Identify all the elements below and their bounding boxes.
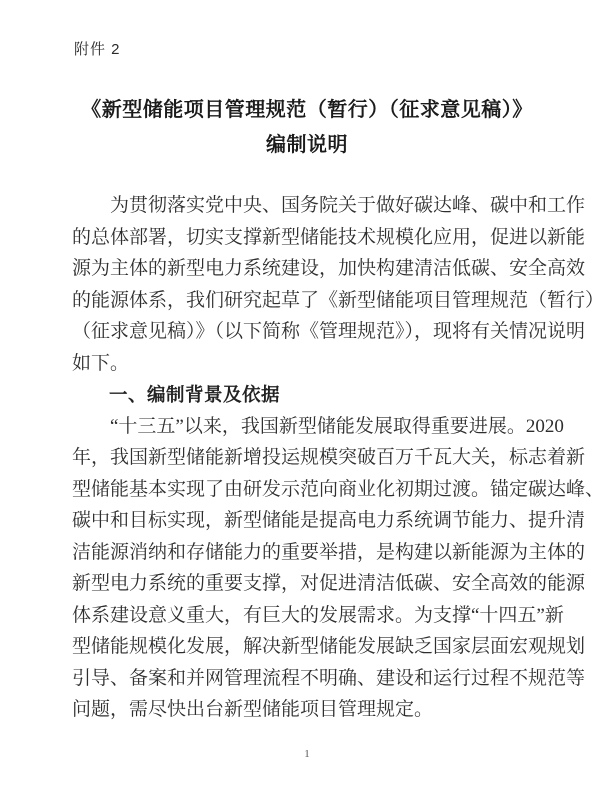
- section-paragraph: [72, 411, 605, 726]
- text-line: 碳中和目标实现，新型储能是提高电力系统调节能力、提升清: [72, 510, 586, 531]
- section-heading: 一、编制背景及依据: [109, 384, 281, 405]
- text-line: 如下。: [72, 352, 130, 374]
- text-line: 的总体部署，切实支撑新型储能技术规模化应用，促进以新能: [72, 226, 586, 248]
- title-line-1: 《新型储能项目管理规范（暂行）（征求意见稿）》: [81, 99, 533, 121]
- text-line: “十三五”以来，我国新型储能发展取得重要进展。2020: [110, 415, 564, 437]
- text-line: 为贯彻落实党中央、国务院关于做好碳达峰、碳中和工作: [110, 195, 586, 216]
- text-line: 洁能源消纳和存储能力的重要举措，是构建以新能源为主体的: [72, 541, 586, 563]
- text-line: 源为主体的新型电力系统建设，加快构建清洁低碳、安全高效: [72, 258, 586, 279]
- document-body: [72, 190, 605, 726]
- document-title: [0, 93, 614, 163]
- text-line: 体系建设意义重大，有巨大的发展需求。为支撑“十四五”新: [72, 604, 564, 626]
- text-line: 年，我国新型储能新增投运规模突破百万千瓦大关，标志着新: [72, 447, 586, 468]
- text-line: 型储能基本实现了由研发示范向商业化初期过渡。锚定碳达峰、: [72, 478, 605, 500]
- title-line-2: 编制说明: [266, 134, 348, 156]
- text-line: 引导、备案和并网管理流程不明确、建设和运行过程不规范等: [72, 667, 586, 689]
- attachment-label: 附件 2: [74, 41, 121, 58]
- text-line: 型储能规模化发展，解决新型储能发展缺乏国家层面宏观规划: [72, 636, 586, 657]
- page-number: 1: [304, 748, 310, 760]
- text-line: （征求意见稿）》（以下简称《管理规范》），现将有关情况说明: [72, 321, 586, 342]
- text-line: 问题，需尽快出台新型储能项目管理规定。: [72, 699, 434, 720]
- intro-paragraph: [72, 190, 605, 379]
- text-line: 的能源体系，我们研究起草了《新型储能项目管理规范（暂行）: [72, 289, 605, 311]
- text-line: 新型电力系统的重要支撑，对促进清洁低碳、安全高效的能源: [72, 573, 586, 594]
